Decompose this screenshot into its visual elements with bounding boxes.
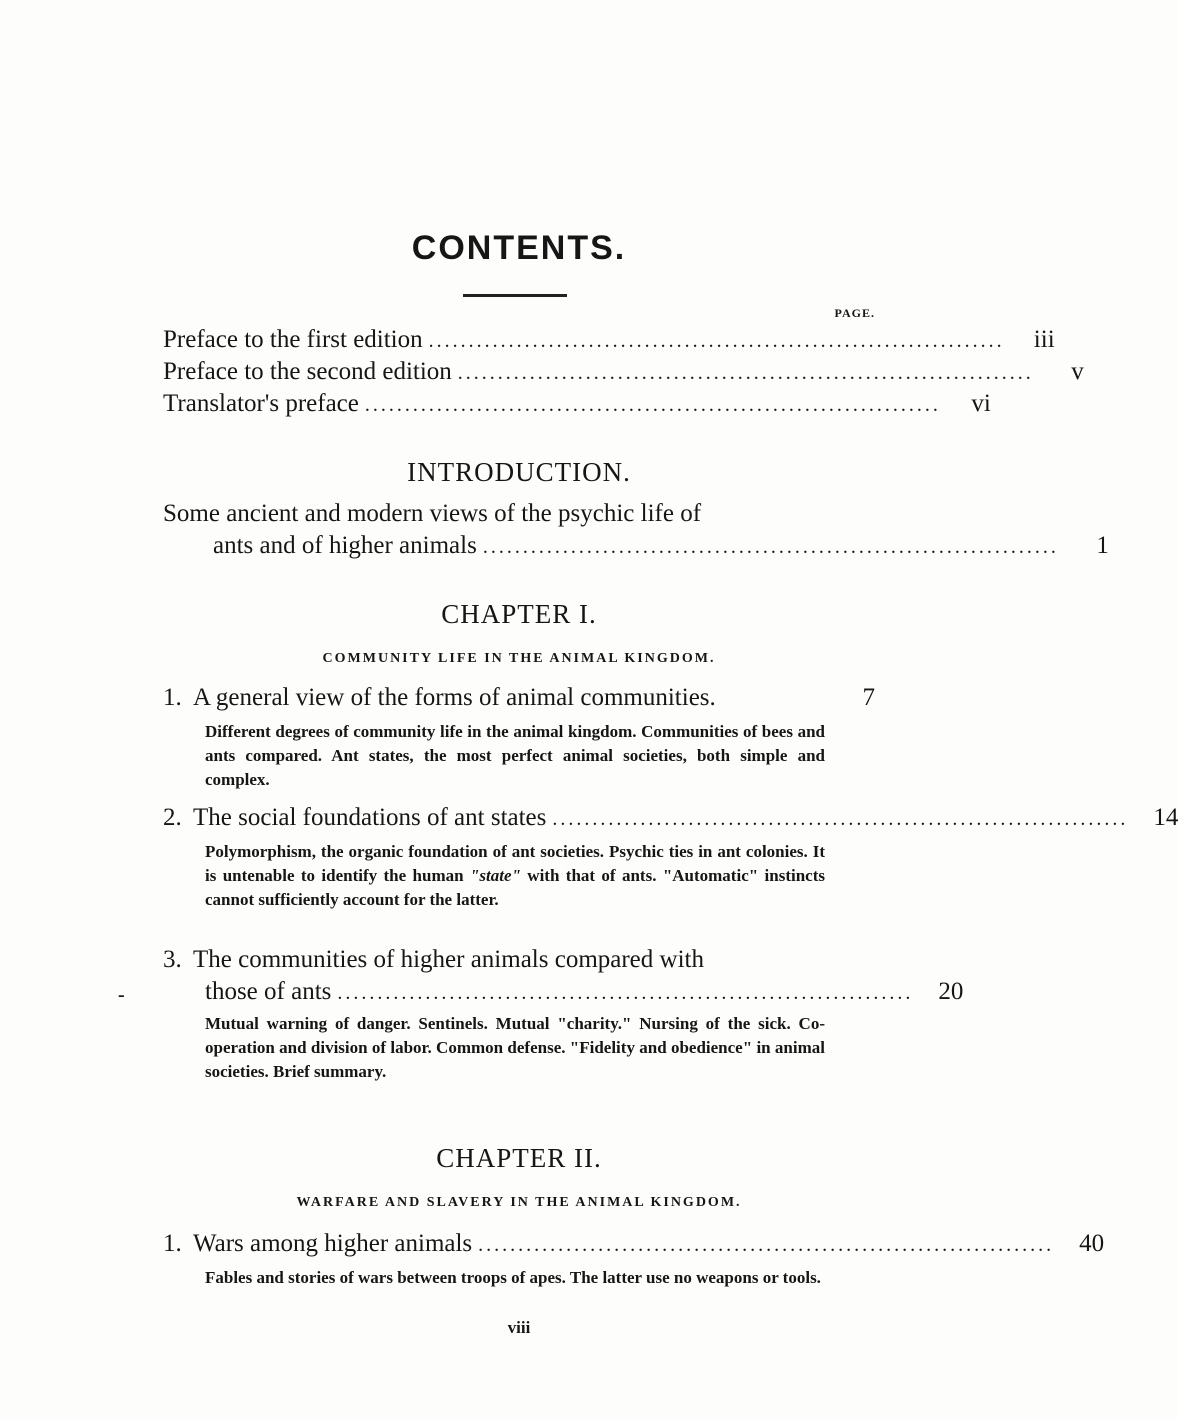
toc-entry-ch1-sec2[interactable] bbox=[163, 802, 1178, 835]
toc-entry-ch2-sec1[interactable] bbox=[163, 1228, 1105, 1261]
summary-emphasis: "state" bbox=[469, 866, 521, 885]
toc-entry-label: Translator's preface bbox=[163, 390, 359, 417]
toc-entry-page: 20 bbox=[938, 978, 964, 1005]
toc-entry-preface-first[interactable] bbox=[163, 324, 1055, 357]
chapter-1-heading: CHAPTER I. bbox=[441, 599, 597, 629]
toc-entry-ch1-sec1[interactable] bbox=[163, 682, 875, 714]
section-summary: Different degrees of community life in the animal kingdom. Communities of bees and ants compared. Ant states, the most perfect animal societies, both simple and complex. bbox=[205, 722, 825, 789]
margin-mark: - bbox=[118, 984, 125, 1006]
chapter-2-subtitle: WARFARE AND SLAVERY IN THE ANIMAL KINGDOM. bbox=[296, 1195, 742, 1210]
title-rule bbox=[463, 294, 567, 297]
leader-dots: ........................................................................ bbox=[482, 536, 1059, 558]
section-number: 1. bbox=[163, 684, 182, 711]
toc-entry-label: A general view of the forms of animal communities. bbox=[193, 684, 716, 711]
section-summary: Fables and stories of wars between troops of apes. The latter use no weapons or tools. bbox=[205, 1268, 821, 1287]
leader-dots: ........................................................................ bbox=[337, 982, 914, 1004]
toc-entry-page: 1 bbox=[1096, 532, 1109, 559]
toc-entry-page: vi bbox=[971, 390, 991, 417]
toc-entry-introduction[interactable] bbox=[163, 498, 1109, 563]
toc-entry-label: Preface to the first edition bbox=[163, 326, 423, 353]
introduction-heading: INTRODUCTION. bbox=[407, 457, 631, 487]
page-title: CONTENTS. bbox=[411, 229, 627, 267]
toc-entry-label-continued: ants and of higher animals bbox=[213, 532, 477, 559]
summary-text: with that of ants. "Automatic" instincts cannot sufficiently account for the latter. bbox=[205, 866, 825, 909]
page-number: viii bbox=[507, 1318, 531, 1337]
toc-entry-page: 7 bbox=[862, 684, 875, 711]
contents-page bbox=[163, 0, 1178, 1419]
leader-dots: ........................................................................ bbox=[457, 362, 1034, 384]
toc-entry-label-continued: those of ants bbox=[205, 978, 332, 1005]
section-number: 3. bbox=[163, 946, 182, 973]
toc-entry-label: The social foundations of ant states bbox=[193, 804, 547, 831]
section-number: 1. bbox=[163, 1230, 182, 1257]
toc-entry-translators-preface[interactable] bbox=[163, 388, 991, 421]
section-summary bbox=[205, 840, 825, 912]
toc-entry-label: The communities of higher animals compared with bbox=[193, 946, 704, 973]
toc-entry-page: iii bbox=[1033, 326, 1055, 353]
chapter-2-heading: CHAPTER II. bbox=[436, 1143, 602, 1173]
toc-entry-ch1-sec3[interactable] bbox=[163, 944, 964, 1009]
toc-entry-label: Preface to the second edition bbox=[163, 358, 452, 385]
toc-entry-page: v bbox=[1071, 358, 1084, 385]
section-number: 2. bbox=[163, 804, 182, 831]
chapter-1-subtitle: COMMUNITY LIFE IN THE ANIMAL KINGDOM. bbox=[322, 651, 716, 666]
leader-dots: ........................................................................ bbox=[478, 1234, 1055, 1256]
toc-entry-page: 40 bbox=[1079, 1230, 1105, 1257]
summary-text: Polymorphism, the organic foundation of ant societies. Psychic ties in ant colonies. It is untenable to identify the human bbox=[205, 842, 825, 885]
leader-dots: ........................................................................ bbox=[552, 808, 1129, 830]
section-summary: Mutual warning of danger. Sentinels. Mutual "charity." Nursing of the sick. Co-operation and division of labor. Common defense. "Fidelity and obedience" in animal societies. Brief summary. bbox=[205, 1014, 825, 1081]
toc-entry-page: 14 bbox=[1153, 804, 1178, 831]
toc-entry-label: Some ancient and modern views of the psychic life of bbox=[163, 500, 702, 527]
toc-entry-preface-second[interactable] bbox=[163, 356, 1084, 389]
leader-dots: ........................................................................ bbox=[364, 394, 941, 416]
leader-dots: ........................................................................ bbox=[428, 330, 1005, 352]
page-column-heading: PAGE. bbox=[834, 306, 875, 320]
toc-entry-label: Wars among higher animals bbox=[193, 1230, 473, 1257]
